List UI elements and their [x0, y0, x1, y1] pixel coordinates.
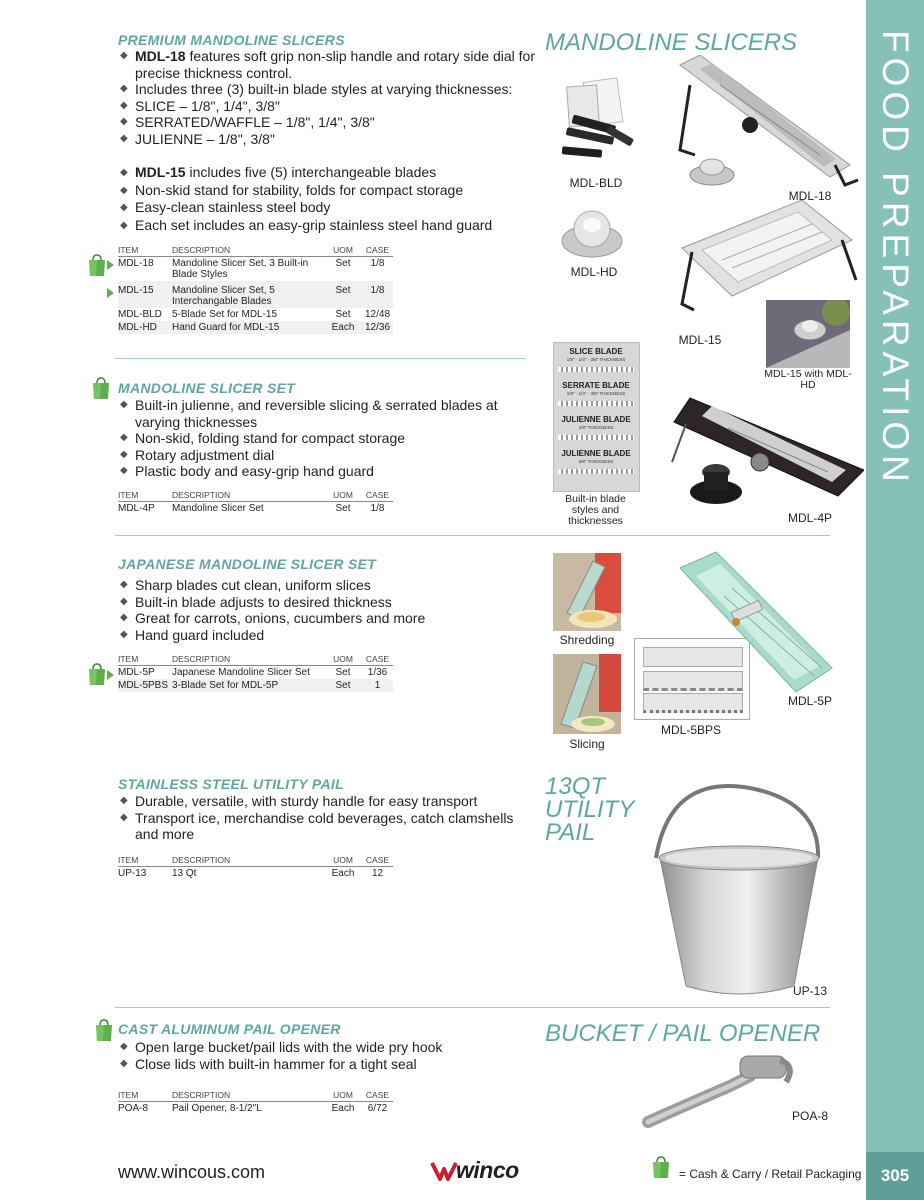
table-header: ITEM DESCRIPTION UOM CASE [118, 855, 393, 867]
divider [115, 358, 525, 359]
mdl-bld-image [556, 76, 642, 168]
mdl-5p-image [676, 548, 836, 696]
retail-bag-icon [92, 376, 110, 400]
bullet: ◆ Non-skid stand for stability, folds for compact storage [120, 182, 550, 200]
built-in-blades-photo: SLICE BLADE 1/8" · 1/4" · 3/8" THICKNESS SERRATE BLADE 1/8" · 1/4" · 3/8" THICKNESS JULIENNE BLADE 1/8" THICKNESS JULIENNE BLADE 3/8" THICKNESS [553, 342, 640, 492]
bullet: ◆ Built-in blade adjusts to desired thickness [120, 594, 540, 611]
poa-8-image [640, 1050, 800, 1134]
premium-bullets-b [120, 164, 550, 234]
mdl-4p-image [668, 388, 864, 510]
bullet: ◆ MDL-18 features soft grip non-slip handle and rotary side dial for precise thickness control. [120, 48, 550, 81]
poa-8-caption: POA-8 [791, 1109, 828, 1123]
table-row: MDL-4P Mandoline Slicer Set Set 1/8 [118, 503, 385, 514]
pail-opener-heading: BUCKET / PAIL OPENER [545, 1020, 821, 1047]
bullet: ◆ SERRATED/WAFFLE – 1/8", 1/4", 3/8" [120, 114, 550, 131]
built-in-blades-caption: Built-in blade styles and thicknesses [565, 493, 626, 527]
mdl-hd-caption: MDL-HD [570, 265, 618, 279]
mdl-5bps-caption: MDL-5BPS [660, 723, 722, 737]
table-row: UP-13 13 Qt Each 12 [118, 868, 384, 879]
divider [115, 1007, 830, 1008]
table-row: MDL-5PBS 3-Blade Set for MDL-5P Set 1 [118, 679, 393, 692]
table-header: ITEM DESCRIPTION UOM CASE [118, 245, 393, 257]
divider [115, 535, 830, 536]
slicer-set-section-title: MANDOLINE SLICER SET [118, 380, 296, 396]
retail-bag-icon [652, 1155, 670, 1179]
bullet: ◆ Built-in julienne, and reversible slicing & serrated blades at varying thicknesses [120, 397, 540, 430]
bullet: ◆ Rotary adjustment dial [120, 447, 540, 464]
table-header: ITEM DESCRIPTION UOM CASE [118, 490, 393, 502]
bullet: ◆ Sharp blades cut clean, uniform slices [120, 577, 540, 594]
page-number: 305 [866, 1152, 924, 1200]
premium-item-table [118, 245, 393, 334]
japanese-item-table [118, 654, 393, 692]
mdl-4p-caption: MDL-4P [787, 511, 832, 525]
bullet: ◆ Includes three (3) built-in blade styles at varying thicknesses: [120, 81, 550, 98]
table-row: POA-8 Pail Opener, 8-1/2"L Each 6/72 [118, 1103, 388, 1114]
slicer-set-item-table [118, 490, 393, 515]
bullet: ◆ Each set includes an easy-grip stainless steel hand guard [120, 217, 550, 235]
footer-url[interactable]: www.wincous.com [118, 1162, 266, 1182]
bullet: ◆ SLICE – 1/8", 1/4", 3/8" [120, 98, 550, 115]
table-row: MDL-5P Japanese Mandoline Slicer Set Set 1/36 [118, 667, 388, 678]
mdl-5p-caption: MDL-5P [787, 694, 832, 708]
shredding-caption: Shredding [559, 633, 615, 647]
utility-pail-heading: 13QT UTILITY PAIL [545, 773, 635, 846]
premium-section-title: PREMIUM MANDOLINE SLICERS [118, 32, 345, 48]
shredding-photo [553, 553, 621, 631]
bullet: ◆ Hand guard included [120, 627, 540, 644]
mdl-15-caption: MDL-15 [678, 333, 722, 347]
opener-item-table [118, 1090, 393, 1115]
arrow-icon [107, 260, 114, 270]
mdl-15-with-hd-photo [766, 300, 850, 368]
japanese-bullets [120, 577, 540, 643]
category-label: FOOD PREPARATION [875, 30, 916, 487]
arrow-icon [107, 288, 114, 298]
mdl-18-caption: MDL-18 [788, 189, 832, 203]
table-row: MDL-15 Mandoline Slicer Set, 5 Interchangable Blades Set 1/8 [118, 281, 393, 308]
retail-bag-icon [88, 253, 106, 277]
slicing-photo [553, 654, 621, 734]
winco-logo-text: winco [456, 1157, 519, 1183]
pail-bullets [120, 793, 530, 843]
table-row: MDL-18 Mandoline Slicer Set, 3 Built-in Blade Styles Set 1/8 [118, 258, 385, 280]
pail-section-title: STAINLESS STEEL UTILITY PAIL [118, 776, 344, 792]
bullet: ◆ Great for carrots, onions, cucumbers and more [120, 610, 540, 627]
mdl-15-hd-caption: MDL-15 with MDL-HD [764, 368, 852, 391]
bullet: ◆ JULIENNE – 1/8", 3/8" [120, 131, 550, 148]
arrow-icon [107, 670, 114, 680]
mdl-hd-image [560, 205, 624, 259]
table-row: MDL-BLD 5-Blade Set for MDL-15 Set 12/48 [118, 309, 391, 320]
table-row: MDL-HD Hand Guard for MDL-15 Each 12/36 [118, 321, 393, 334]
bullet: ◆ Durable, versatile, with sturdy handle for easy transport [120, 793, 530, 810]
bullet: ◆ Plastic body and easy-grip hand guard [120, 463, 540, 480]
bullet: ◆ Easy-clean stainless steel body [120, 199, 550, 217]
bullet: ◆ Close lids with built-in hammer for a tight seal [120, 1056, 530, 1073]
premium-bullets-a [120, 48, 550, 147]
bullet: ◆ Open large bucket/pail lids with the wide pry hook [120, 1039, 530, 1056]
mdl-18-image [660, 55, 860, 195]
opener-section-title: CAST ALUMINUM PAIL OPENER [118, 1021, 341, 1037]
pail-item-table [118, 855, 393, 880]
bullet: ◆ Transport ice, merchandise cold beverages, catch clamshells and more [120, 810, 530, 843]
bullet: ◆ Non-skid, folding stand for compact storage [120, 430, 540, 447]
winco-logo [430, 1157, 530, 1183]
retail-bag-icon [88, 662, 106, 686]
retail-bag-icon [95, 1018, 113, 1042]
slicing-caption: Slicing [569, 737, 605, 751]
retail-legend: = Cash & Carry / Retail Packaging [679, 1167, 862, 1181]
mdl-bld-caption: MDL-BLD [569, 176, 623, 190]
mandoline-slicers-heading: MANDOLINE SLICERS [545, 29, 798, 56]
slicer-set-bullets [120, 397, 540, 480]
opener-bullets [120, 1039, 530, 1072]
bullet: ◆ MDL-15 includes five (5) interchangeable blades [120, 164, 550, 182]
up-13-caption: UP-13 [792, 984, 827, 998]
pail-image [640, 780, 836, 1000]
table-header: ITEM DESCRIPTION UOM CASE [118, 654, 393, 666]
japanese-section-title: JAPANESE MANDOLINE SLICER SET [118, 556, 377, 572]
table-header: ITEM DESCRIPTION UOM CASE [118, 1090, 393, 1102]
